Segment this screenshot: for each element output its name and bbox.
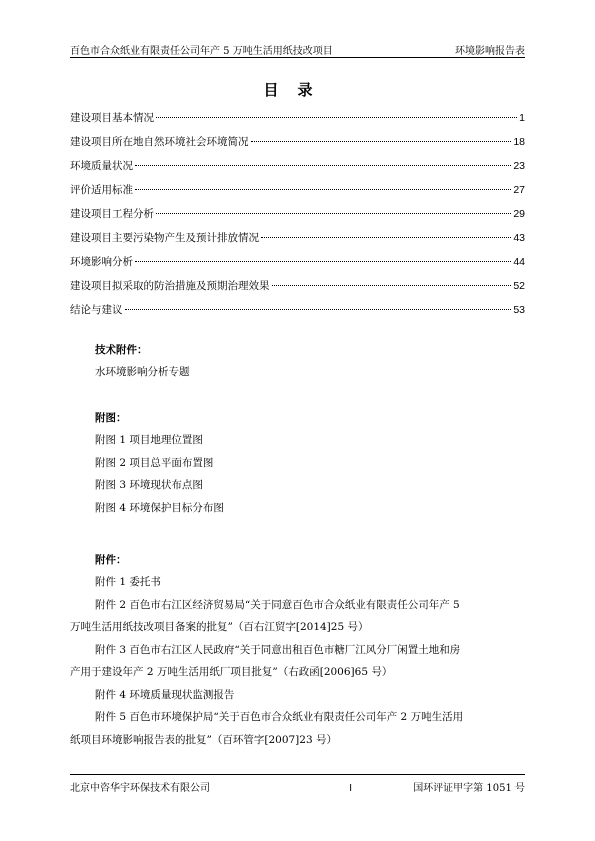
- footer-company: 北京中咨华宇环保技术有限公司: [70, 783, 210, 794]
- figure-item: 附图 1 项目地理位置图: [95, 434, 203, 446]
- toc-leader-dots: [261, 237, 511, 238]
- attachment-item: 附件 4 环境质量现状监测报告: [95, 688, 235, 701]
- toc-entry-page: 44: [513, 256, 525, 268]
- toc-entry-page: 43: [513, 232, 525, 244]
- toc-leader-dots: [135, 165, 511, 166]
- attachment-item-continuation: 万吨生活用纸技改项目备案的批复”（百右江贸字[2014]25 号）: [70, 621, 369, 633]
- page-header: [70, 42, 525, 57]
- footer-divider: [70, 774, 525, 775]
- tech-attachments-heading: 技术附件：: [95, 344, 148, 356]
- attachment-item: 附件 1 委托书: [95, 576, 161, 588]
- toc-entry-label: 环境质量状况: [70, 160, 133, 172]
- toc-entry-label: 建设项目拟采取的防治措施及预期治理效果: [70, 280, 270, 292]
- header-report-type: 环境影响报告表: [455, 46, 525, 57]
- figure-item: 附图 4 环境保护目标分布图: [95, 501, 224, 514]
- table-of-contents: [70, 106, 525, 322]
- attachment-item-line: 附件 2 百色市右江区经济贸易局“关于同意百色市合众纸业有限责任公司年产 5: [95, 598, 460, 611]
- figure-item: 附图 2 项目总平面布置图: [95, 456, 214, 469]
- toc-leader-dots: [135, 189, 511, 190]
- figures-heading: 附图：: [95, 412, 127, 424]
- toc-entry-label: 建设项目基本情况: [70, 112, 154, 124]
- figures-section: [95, 407, 525, 519]
- toc-leader-dots: [272, 285, 512, 286]
- figure-item: 附图 3 环境现状布点图: [95, 479, 203, 491]
- attachment-item: [70, 594, 525, 639]
- page-title: 目录: [263, 81, 332, 99]
- attachment-item: [70, 706, 525, 751]
- toc-entry-page: 27: [513, 184, 525, 196]
- attachment-item-line: 附件 3 百色市右江区人民政府“关于同意出租百色市糖厂江风分厂闲置土地和房: [95, 643, 461, 656]
- toc-entry-page: 23: [513, 160, 525, 172]
- toc-leader-dots: [125, 309, 512, 310]
- toc-entry[interactable]: [70, 154, 525, 178]
- toc-entry-page: 52: [513, 280, 525, 292]
- toc-leader-dots: [135, 261, 511, 262]
- footer-page-number: I: [349, 783, 352, 794]
- toc-entry-label: 建设项目工程分析: [70, 208, 154, 220]
- toc-entry[interactable]: [70, 202, 525, 226]
- toc-leader-dots: [156, 213, 511, 214]
- toc-entry[interactable]: [70, 226, 525, 250]
- toc-entry-page: 1: [519, 112, 525, 124]
- header-divider: [70, 57, 525, 58]
- attachment-item: [70, 639, 525, 684]
- footer-certificate: 国环评证甲字第 1051 号: [413, 783, 525, 794]
- toc-entry[interactable]: [70, 250, 525, 274]
- toc-entry[interactable]: [70, 274, 525, 298]
- header-project-title: 百色市合众纸业有限责任公司年产 5 万吨生活用纸技改项目: [70, 46, 333, 57]
- toc-entry-page: 53: [513, 304, 525, 316]
- toc-leader-dots: [251, 141, 512, 142]
- attachment-item-line: 附件 5 百色市环境保护局“关于百色市合众纸业有限责任公司年产 2 万吨生活用: [95, 711, 464, 723]
- page-footer: [70, 779, 525, 794]
- toc-entry-label: 建设项目所在地自然环境社会环境简况: [70, 136, 249, 148]
- toc-entry[interactable]: [70, 298, 525, 322]
- toc-entry-label: 评价适用标准: [70, 184, 133, 196]
- toc-entry[interactable]: [70, 106, 525, 130]
- toc-entry-page: 18: [513, 136, 525, 148]
- attachment-item-continuation: 产用于建设年产 2 万吨生活用纸厂项目批复”（右政函[2006]65 号）: [70, 666, 393, 678]
- toc-entry[interactable]: [70, 178, 525, 202]
- toc-leader-dots: [156, 117, 517, 118]
- toc-entry-label: 环境影响分析: [70, 256, 133, 268]
- attachments-heading: 附件：: [95, 554, 127, 566]
- toc-entry-label: 结论与建议: [70, 304, 123, 316]
- tech-attachment-item: 水环境影响分析专题: [95, 366, 190, 378]
- toc-entry[interactable]: [70, 130, 525, 154]
- toc-entry-label: 建设项目主要污染物产生及预计排放情况: [70, 232, 259, 244]
- attachments-section: [70, 549, 525, 751]
- toc-entry-page: 29: [513, 208, 525, 220]
- attachment-item-continuation: 纸项目环境影响报告表的批复”（百环管字[2007]23 号）: [70, 733, 337, 746]
- tech-attachments-section: [95, 339, 525, 384]
